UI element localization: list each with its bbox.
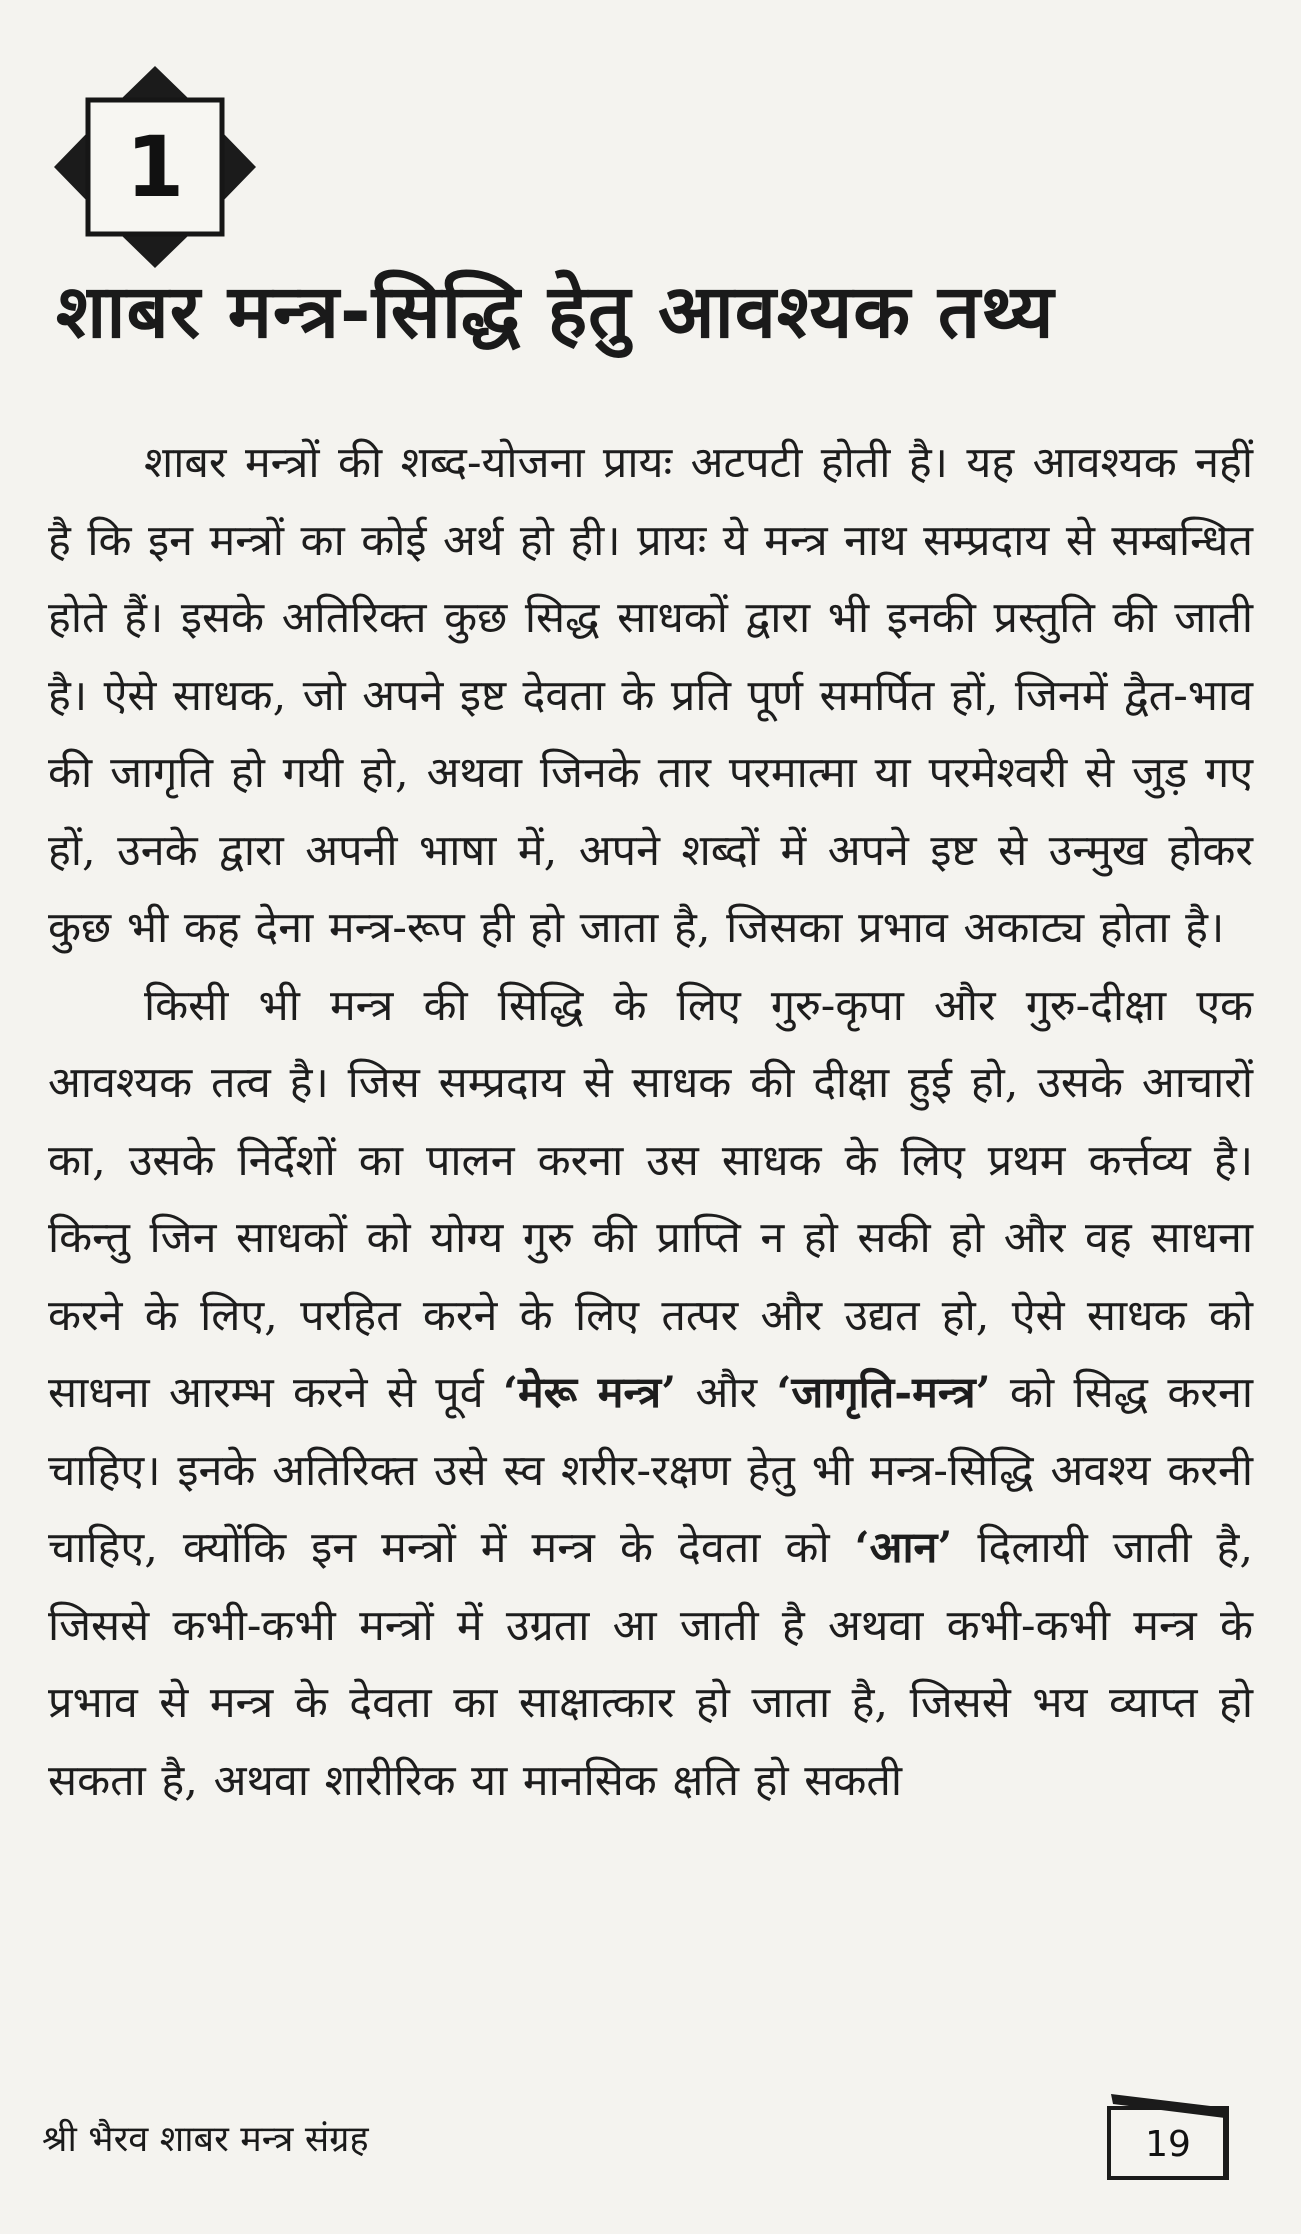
paragraph-1-text: शाबर मन्त्रों की शब्द-योजना प्रायः अटपटी होती है। यह आवश्यक नहीं है कि इन मन्त्रों का कोई अर्थ हो ही। प्रायः ये मन्त्र नाथ सम्प्रदाय से सम्बन्धित होते हैं। इसके अतिरिक्त कुछ सिद्ध साधकों द्वारा भी इनकी प्रस्तुति की जाती है। ऐसे साधक, जो अपने इष्ट देवता के प्रति पूर्ण समर्पित हों, जिनमें द्वैत-भाव की जागृति हो गयी हो, अथवा जिनके तार परमात्मा या परमेश्वरी से जुड़ गए हों, उनके द्वारा अपनी भाषा में, अपने शब्दों में अपने इष्ट से उन्मुख होकर कुछ भी कह देना मन्त्र-रूप ही हो जाता है, जिसका प्रभाव अकाट्य होता है। xyxy=(48,438,1253,953)
paragraph-2-text: दिलायी जाती है, जिससे कभी-कभी मन्त्रों में उग्रता आ जाती है अथवा कभी-कभी मन्त्र के प्रभाव से मन्त्र के देवता का साक्षात्कार हो जाता है, जिससे भय व्याप्त हो सकता है, अथवा शारीरिक या मानसिक क्षति हो सकती xyxy=(48,1523,1253,1806)
mantra-name-meru: ‘मेरू मन्त्र’ xyxy=(502,1368,677,1418)
paragraph-2-text: को सिद्ध करना चाहिए। इनके अतिरिक्त उसे स्व शरीर-रक्षण हेतु भी मन्त्र-सिद्धि अवश्य करनी चाहिए, क्योंकि इन मन्त्रों में मन्त्र के देवता को xyxy=(48,1368,1253,1573)
term-aan: ‘आन’ xyxy=(854,1523,953,1573)
page-number: 19 xyxy=(1145,2123,1191,2165)
paragraph-1 xyxy=(48,425,1253,968)
page-number-box xyxy=(1103,2088,1233,2182)
chapter-number: 1 xyxy=(125,118,185,216)
book-title-footer: श्री भैरव शाबर मन्त्र संग्रह xyxy=(42,2119,369,2160)
mantra-name-jagriti: ‘जागृति-मन्त्र’ xyxy=(776,1368,991,1418)
paragraph-2-text: और xyxy=(676,1368,777,1418)
paragraph-2 xyxy=(48,968,1253,1821)
paragraph-2-text: किसी भी मन्त्र की सिद्धि के लिए गुरु-कृपा और गुरु-दीक्षा एक आवश्यक तत्व है। जिस सम्प्रदाय से साधक की दीक्षा हुई हो, उसके आचारों का, उसके निर्देशों का पालन करना उस साधक के लिए प्रथम कर्त्तव्य है। किन्तु जिन साधकों को योग्य गुरु की प्राप्ति न हो सकी हो और वह साधना करने के लिए, परहित करने के लिए तत्पर और उद्यत हो, ऐसे साधक को साधना आरम्भ करने से पूर्व xyxy=(48,980,1253,1418)
chapter-title: शाबर मन्त्र-सिद्धि हेतु आवश्यक तथ्य xyxy=(56,269,1055,355)
chapter-badge xyxy=(50,62,260,272)
body-text xyxy=(48,425,1253,1820)
